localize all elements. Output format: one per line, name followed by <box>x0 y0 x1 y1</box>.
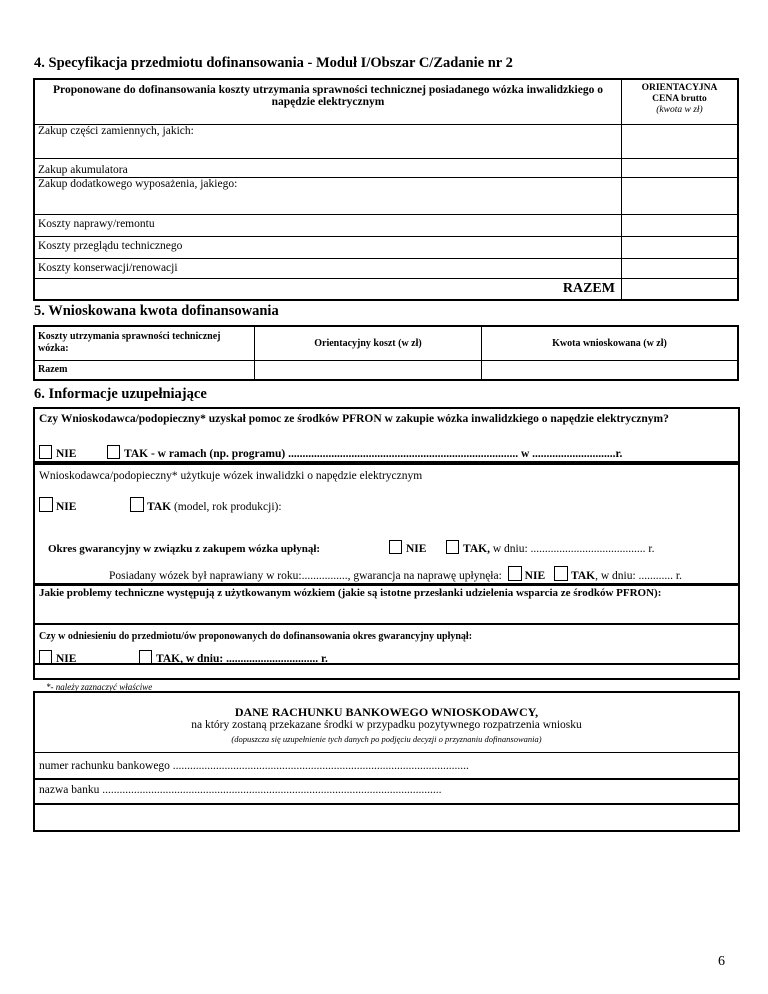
col-header-costs: Proponowane do dofinansowania koszty utrzymania sprawności technicznej posiadanego wózka inwalidzkiego o napędzie elektrycznym <box>34 79 622 124</box>
q3-yes-label: TAK, <box>463 543 490 555</box>
price-maintenance[interactable] <box>622 258 739 278</box>
q4-question: Posiadany wózek był naprawiany w roku:................, gwarancja na naprawę upłynęła: <box>109 570 502 582</box>
bank-note: (dopuszcza się uzupełnienie tych danych po podjęciu decyzji o przyznaniu dofinansowania) <box>231 734 542 744</box>
q2-question: Wnioskodawca/podopieczny* użytkuje wózek inwalidzki o napędzie elektrycznym <box>39 470 423 482</box>
divider <box>35 752 738 753</box>
price-header-line3: (kwota w zł) <box>656 105 703 115</box>
section-5-heading: 5. Wnioskowana kwota dofinansowania <box>34 303 279 319</box>
price-battery[interactable] <box>622 158 739 177</box>
checkbox[interactable] <box>39 497 53 512</box>
q3-yes-detail: w dniu: ........................................ r. <box>489 543 655 555</box>
q1-yes-option[interactable] <box>107 445 622 460</box>
q6-yes-option[interactable] <box>139 650 328 665</box>
q1-box <box>33 407 740 463</box>
bank-name-field[interactable]: nazwa banku ...................................................................................................................... <box>39 784 442 796</box>
checkbox[interactable] <box>508 566 522 581</box>
amount-table <box>33 325 739 381</box>
amount-col-estimated: Orientacyjny koszt (w zł) <box>255 326 482 360</box>
q6-extra-row[interactable] <box>33 665 740 680</box>
q6-box <box>33 625 740 665</box>
q2-yes-label: TAK <box>147 501 172 513</box>
q2-no-option[interactable] <box>39 497 76 513</box>
q4-yes-label: TAK <box>571 570 596 582</box>
section-4-heading: 4. Specyfikacja przedmiotu dofinansowania - Moduł I/Obszar C/Zadanie nr 2 <box>34 55 513 71</box>
q2-no-label: NIE <box>56 501 77 513</box>
price-equipment[interactable] <box>622 177 739 214</box>
q5-box[interactable] <box>33 584 740 625</box>
price-header-line1: ORIENTACYJNA <box>641 83 718 93</box>
checkbox[interactable] <box>554 566 568 581</box>
row-maintenance: Koszty konserwacji/renowacji <box>34 258 622 278</box>
total-label: RAZEM <box>34 278 622 300</box>
q5-question: Jakie problemy techniczne występują z użytkowanym wózkiem (jakie są istotne przesłanki udzielenia wsparcia ze środków PFRON): <box>39 587 662 599</box>
row-equipment: Zakup dodatkowego wyposażenia, jakiego: <box>34 177 622 214</box>
q4-yes-detail: , w dniu: ............ r. <box>595 570 682 582</box>
q3-yes-option[interactable] <box>446 540 654 555</box>
q2-yes-option[interactable] <box>130 497 282 513</box>
checkbox[interactable] <box>39 445 52 459</box>
price-spare-parts[interactable] <box>622 124 739 158</box>
section-6-heading: 6. Informacje uzupełniające <box>34 386 207 402</box>
divider <box>35 778 738 780</box>
bank-box <box>33 691 740 832</box>
price-header-line2: CENA brutto <box>652 94 707 104</box>
amount-total-estimated[interactable] <box>255 360 482 380</box>
q4-no-label: NIE <box>524 570 546 582</box>
q6-no-option[interactable] <box>39 650 76 665</box>
footnote: *- należy zaznaczyć właściwe <box>46 682 153 692</box>
total-value[interactable] <box>622 278 739 300</box>
q1-no-label: NIE <box>56 448 77 460</box>
row-inspection: Koszty przeglądu technicznego <box>34 236 622 258</box>
checkbox[interactable] <box>139 650 152 664</box>
specification-table <box>33 78 739 301</box>
q6-no-label: NIE <box>56 653 77 665</box>
q2-yes-detail: (model, rok produkcji): <box>171 501 282 513</box>
q3-question: Okres gwarancyjny w związku z zakupem wózka upłynął: <box>48 543 321 555</box>
q6-yes-label: TAK, w dniu: ................................ r. <box>156 653 328 665</box>
q2-box <box>33 463 740 585</box>
account-number-field[interactable]: numer rachunku bankowego ....................................................................................................... <box>39 760 469 772</box>
checkbox[interactable] <box>39 650 52 664</box>
checkbox[interactable] <box>389 540 402 554</box>
q1-yes-label: TAK - w ramach (np. programu) ................................................................................ w .............................r. <box>124 448 623 460</box>
row-spare-parts: Zakup części zamiennych, jakich: <box>34 124 622 158</box>
amount-row-total: Razem <box>34 360 255 380</box>
q4-row <box>109 566 682 582</box>
amount-col-requested: Kwota wnioskowana (w zł) <box>482 326 739 360</box>
q1-question: Czy Wnioskodawca/podopieczny* uzyskał pomoc ze środków PFRON w zakupie wózka inwalidzkiego o napędzie elektrycznym? <box>39 413 669 425</box>
bank-title: DANE RACHUNKU BANKOWEGO WNIOSKODAWCY, <box>234 705 539 719</box>
row-repair: Koszty naprawy/remontu <box>34 214 622 236</box>
amount-col-costs: Koszty utrzymania sprawności technicznej wózka: <box>34 326 255 360</box>
bank-subtitle: na który zostaną przekazane środki w przypadku pozytywnego rozpatrzenia wniosku <box>191 719 582 731</box>
q3-no-option[interactable] <box>389 540 426 555</box>
divider <box>35 803 738 805</box>
q1-no-option[interactable] <box>39 445 76 460</box>
amount-total-requested[interactable] <box>482 360 739 380</box>
price-repair[interactable] <box>622 214 739 236</box>
q3-no-label: NIE <box>406 543 427 555</box>
col-header-price <box>622 79 739 124</box>
price-inspection[interactable] <box>622 236 739 258</box>
checkbox[interactable] <box>446 540 459 554</box>
page-number: 6 <box>718 954 725 969</box>
row-battery: Zakup akumulatora <box>34 158 622 177</box>
checkbox[interactable] <box>130 497 144 512</box>
q6-question: Czy w odniesieniu do przedmiotu/ów proponowanych do dofinansowania okres gwarancyjny upłynął: <box>39 631 473 642</box>
checkbox[interactable] <box>107 445 120 459</box>
